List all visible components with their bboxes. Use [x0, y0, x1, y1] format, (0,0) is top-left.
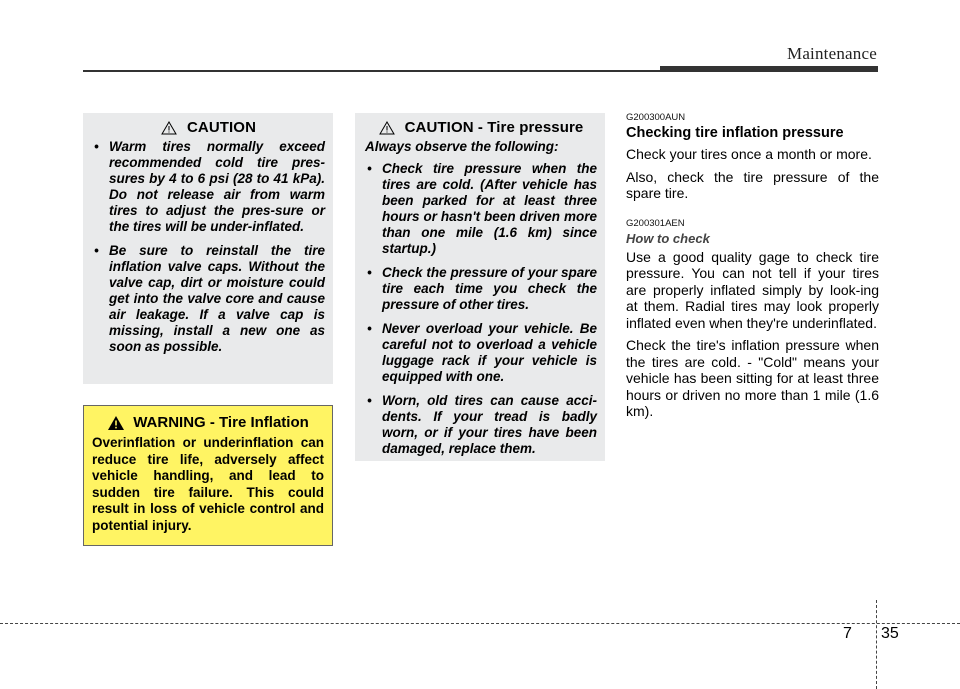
warning-title-text: WARNING - Tire Inflation	[133, 414, 309, 431]
caution-title	[92, 119, 325, 136]
page-header-title: Maintenance	[787, 44, 877, 63]
page-chapter-number: 7	[843, 625, 852, 642]
caution-title-text: CAUTION - Tire pressure	[404, 119, 584, 136]
paragraph: Also, check the tire pressure of the spare tire.	[626, 168, 879, 201]
warning-triangle-filled-icon	[107, 415, 125, 431]
caution-bullet-list	[365, 161, 597, 457]
page-number: 35	[881, 625, 899, 642]
list-item: • Check the pressure of your spare tire each time you check the pressure of other tires.	[367, 265, 597, 312]
caution-bullet-text: Warm tires normally exceed recommended cold tire pres-sures by 4 to 6 psi (28 to 41 kPa). Do not release air from warm tires to adjust the pres-sure or the tires will be under-inflated.	[109, 139, 325, 234]
paragraph: Check your tires once a month or more.	[626, 146, 872, 162]
section-title: Checking tire inflation pressure	[626, 125, 844, 141]
warning-triangle-outline-icon	[379, 121, 395, 135]
warning-body: Overinflation or underinflation can reduce tire life, adversely affect vehicle handling, and lead to sudden tire failure. This could result in loss of vehicle control and potential injury.	[92, 435, 324, 533]
header-rule	[83, 70, 660, 72]
list-item: • Check tire pressure when the tires are cold. (After vehicle has been parked for at least three hours or hasn't been driven more than one mile (1.6 km) since startup.)	[367, 161, 597, 256]
caution-bullet-text: Check the pressure of your spare tire each time you check the pressure of other tires.	[382, 265, 597, 312]
footer-rule	[0, 623, 960, 624]
caution-box-general	[83, 113, 333, 384]
main-text-column	[626, 112, 879, 426]
caution-box-tire-pressure	[355, 113, 605, 461]
caution-bullet-text: Never overload your vehicle. Be careful not to overload a vehicle luggage rack if your vehicle is equipped with one.	[382, 321, 597, 384]
warning-triangle-outline-icon	[161, 121, 177, 135]
list-item: • Be sure to reinstall the tire inflation valve caps. Without the valve cap, dirt or moisture could get into the valve core and cause air leakage. If a valve cap is missing, install a new one as soon as possible.	[94, 243, 325, 354]
caution-bullet-list	[92, 139, 325, 355]
list-item: • Never overload your vehicle. Be careful not to overload a vehicle luggage rack if your vehicle is equipped with one.	[367, 321, 597, 384]
paragraph: Use a good quality gage to check tire pressure. You can not tell if your tires are properly inflated simply by look-ing at them. Radial tires may look properly inflated even when they're underinflated.	[626, 248, 879, 331]
paragraph: Check the tire's inflation pressure when the tires are cold. - "Cold" means your vehicle has been sitting for at least three hours or driven no more than 1 mile (1.6 km).	[626, 337, 879, 419]
caution-title-text: CAUTION	[186, 119, 257, 136]
list-item: • Worn, old tires can cause acci-dents. If your tread is badly worn, or if your tires have been damaged, replace them.	[367, 393, 597, 456]
header-bar	[660, 66, 878, 72]
warning-title	[92, 414, 324, 431]
section-code: G200301AEN	[626, 217, 685, 229]
caution-bullet-text: Check tire pressure when the tires are cold. (After vehicle has been parked for at least three hours or hasn't been driven more than one mile (1.6 km) since startup.)	[382, 161, 597, 256]
section-code: G200300AUN	[626, 112, 686, 123]
caution-title	[365, 119, 597, 136]
list-item: • Warm tires normally exceed recommended cold tire pres-sures by 4 to 6 psi (28 to 41 kPa). Do not release air from warm tires to adjust the pres-sure or the tires will be under-inflated.	[94, 139, 325, 234]
footer-divider	[876, 600, 877, 689]
caution-bullet-text: Worn, old tires can cause acci-dents. If your tread is badly worn, or if your tires have been damaged, replace them.	[382, 393, 597, 456]
subheading: How to check	[626, 230, 710, 246]
caution-bullet-text: Be sure to reinstall the tire inflation valve caps. Without the valve cap, dirt or moisture could get into the valve core and cause air leakage. If a valve cap is missing, install a new one as soon as possible.	[109, 243, 325, 354]
warning-box-tire-inflation	[83, 405, 333, 546]
caution-intro: Always observe the following:	[365, 139, 559, 154]
